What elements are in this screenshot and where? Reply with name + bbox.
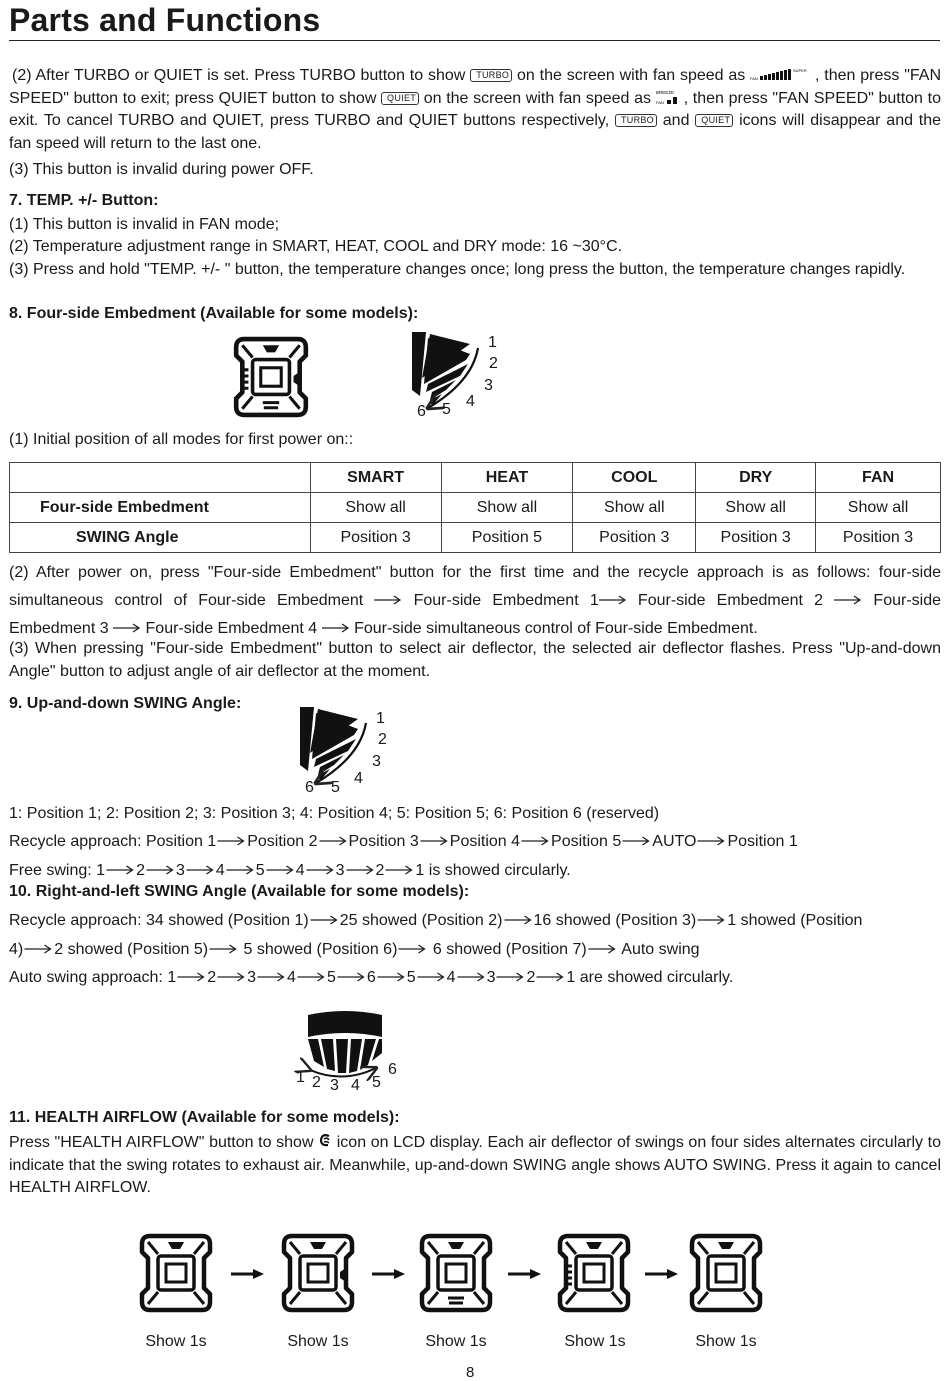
title-divider bbox=[9, 40, 940, 41]
sequence-step: 1 bbox=[167, 969, 177, 986]
table-cell: Show all bbox=[816, 493, 941, 523]
fan-num-6: 6 bbox=[417, 403, 426, 420]
updown-num-2: 2 bbox=[378, 731, 387, 748]
four-side-select-paragraph: (3) When pressing "Four-side Embedment" button to select air deflector, the selected air deflector flashes. Press "Up-and-down Angle" button to adjust angle of air deflector at the moment. bbox=[9, 640, 941, 680]
table-cell: Show all bbox=[310, 493, 441, 523]
fan-num-2: 2 bbox=[489, 355, 498, 372]
updown-free-line bbox=[9, 860, 571, 882]
rl-num-6: 6 bbox=[388, 1061, 397, 1078]
arrow-icon bbox=[176, 972, 207, 982]
recycle-text-c: Four-side Embedment 2 bbox=[637, 592, 824, 609]
sequence-step: 2 showed (Position 5) bbox=[54, 941, 209, 958]
arrow-icon bbox=[503, 915, 534, 925]
table-header-cell: FAN bbox=[816, 463, 941, 493]
fan-num-1: 1 bbox=[488, 334, 497, 351]
table-cell: Show all bbox=[441, 493, 573, 523]
arrow-icon bbox=[345, 865, 376, 875]
arrow-icon bbox=[216, 972, 247, 982]
arrow-icon bbox=[216, 836, 247, 846]
arrow-icon bbox=[621, 836, 652, 846]
temp-line-3: (3) Press and hold "TEMP. +/- " button, the temperature changes once; long press the button, the temperature changes rapidly. bbox=[9, 261, 906, 278]
fan-num-3: 3 bbox=[484, 377, 493, 394]
health-step-5-icon bbox=[686, 1232, 766, 1314]
sequence-step: 3 bbox=[175, 862, 185, 879]
updown-recycle-label: Recycle approach: bbox=[9, 833, 142, 850]
sequence-step: Position 1 bbox=[145, 833, 217, 850]
sequence-step: Position 5 bbox=[551, 833, 622, 850]
arrow-icon bbox=[145, 865, 176, 875]
arrow-icon bbox=[309, 915, 340, 925]
health-caption-2: Show 1s bbox=[287, 1333, 349, 1350]
sequence-step: AUTO bbox=[652, 833, 697, 850]
breeze-label: BREEZE bbox=[655, 89, 674, 95]
sequence-step: 1 bbox=[415, 862, 425, 879]
four-side-heading: 8. Four-side Embedment (Available for some models): bbox=[9, 305, 419, 322]
updown-num-5: 5 bbox=[331, 779, 340, 796]
sequence-step: 16 showed (Position 3) bbox=[533, 912, 697, 929]
health-caption-3: Show 1s bbox=[425, 1333, 487, 1350]
initial-position-title: (1) Initial position of all modes for first power on:: bbox=[9, 431, 354, 448]
updown-recycle-line bbox=[9, 831, 798, 853]
four-side-recycle-paragraph bbox=[9, 559, 941, 643]
arrow-icon bbox=[696, 915, 727, 925]
arrow-icon bbox=[336, 972, 367, 982]
page-title: Parts and Functions bbox=[9, 2, 321, 38]
recycle-text-d: Four-side Embedment 3 bbox=[9, 592, 941, 637]
arrow-icon bbox=[587, 944, 618, 954]
fan-speed-super-icon bbox=[750, 67, 810, 81]
arrow-icon bbox=[599, 595, 627, 605]
health-step-4-icon bbox=[554, 1232, 634, 1314]
updown-num-1: 1 bbox=[376, 710, 385, 727]
temp-line-1: (1) This button is invalid in FAN mode; bbox=[9, 216, 280, 233]
sequence-step: 5 bbox=[326, 969, 336, 986]
arrow-icon bbox=[495, 972, 526, 982]
arrow-icon bbox=[397, 944, 428, 954]
sequence-step: 3 bbox=[335, 862, 345, 879]
arrow-icon bbox=[256, 972, 287, 982]
arrow-icon bbox=[185, 865, 216, 875]
health-step-1-icon bbox=[136, 1232, 216, 1314]
table-cell: Position 5 bbox=[441, 523, 573, 553]
turbo-text-4: on the screen with fan speed as bbox=[423, 89, 652, 107]
sequence-step: Position 1 bbox=[727, 833, 798, 850]
sequence-tail: are showed circularly. bbox=[579, 969, 734, 986]
health-step-2-icon bbox=[278, 1232, 358, 1314]
turbo-text-6: and bbox=[662, 112, 690, 129]
turbo-text-5: , then press "FAN SPEED" button to exit. To cancel TURBO and QUIET, press TURBO and QUIET buttons respectively, bbox=[9, 89, 941, 129]
arrow-icon bbox=[384, 865, 415, 875]
fan-label-2: FAN bbox=[655, 99, 664, 105]
arrow-icon bbox=[535, 972, 566, 982]
table-header-cell: COOL bbox=[573, 463, 696, 493]
fan-num-5: 5 bbox=[442, 401, 451, 418]
arrow-icon bbox=[374, 595, 402, 605]
page-number: 8 bbox=[466, 1364, 475, 1381]
arrow-icon bbox=[265, 865, 296, 875]
table-row bbox=[10, 493, 941, 523]
quiet-tag-icon-2: QUIET bbox=[695, 114, 733, 127]
rl-num-5: 5 bbox=[372, 1074, 381, 1091]
arrow-icon bbox=[305, 865, 336, 875]
rightleft-recycle-line-2 bbox=[9, 939, 700, 961]
arrow-icon bbox=[231, 1268, 265, 1280]
sequence-step: 5 bbox=[406, 969, 416, 986]
turbo-quiet-paragraph bbox=[9, 65, 941, 155]
fan-num-4: 4 bbox=[466, 393, 475, 410]
table-cell: Show all bbox=[696, 493, 816, 523]
sequence-step: 25 showed (Position 2) bbox=[339, 912, 503, 929]
arrow-icon bbox=[834, 595, 862, 605]
arrow-icon bbox=[208, 944, 239, 954]
updown-free-label: Free swing: bbox=[9, 862, 92, 879]
updown-num-4: 4 bbox=[354, 770, 363, 787]
sequence-step: 1 bbox=[566, 969, 576, 986]
quiet-tag-icon: QUIET bbox=[381, 92, 419, 105]
arrow-icon bbox=[419, 836, 450, 846]
sequence-step: 2 bbox=[526, 969, 536, 986]
table-row bbox=[10, 523, 941, 553]
sequence-step: 2 bbox=[207, 969, 217, 986]
arrow-icon bbox=[372, 1268, 406, 1280]
sequence-step: Position 3 bbox=[348, 833, 419, 850]
recycle-text-b: Four-side Embedment 1 bbox=[413, 592, 599, 609]
health-text-a: Press "HEALTH AIRFLOW" button to show bbox=[9, 1134, 314, 1151]
sequence-step: 3 bbox=[486, 969, 496, 986]
table-cell: Position 3 bbox=[816, 523, 941, 553]
sequence-step: 5 showed (Position 6) bbox=[243, 941, 398, 958]
temp-heading: 7. TEMP. +/- Button: bbox=[9, 192, 159, 209]
sequence-tail: is showed circularly. bbox=[428, 862, 571, 879]
arrow-icon bbox=[105, 865, 136, 875]
sequence-step: 4 bbox=[446, 969, 456, 986]
table-row-header: Four-side Embedment bbox=[10, 493, 311, 523]
recycle-text-e: Four-side Embedment 4 bbox=[145, 620, 318, 637]
sequence-step: 4) bbox=[9, 941, 24, 958]
arrow-icon bbox=[456, 972, 487, 982]
turbo-text-1: (2) After TURBO or QUIET is set. Press TURBO button to show bbox=[12, 67, 466, 84]
table-cell: Position 3 bbox=[696, 523, 816, 553]
rightleft-auto-line bbox=[9, 967, 733, 989]
updown-num-3: 3 bbox=[372, 753, 381, 770]
table-header-cell: SMART bbox=[310, 463, 441, 493]
updown-num-6: 6 bbox=[305, 779, 314, 796]
sequence-step: 1 bbox=[96, 862, 106, 879]
initial-position-table bbox=[9, 462, 941, 553]
arrow-icon bbox=[416, 972, 447, 982]
rl-num-3: 3 bbox=[330, 1077, 339, 1094]
table-header-row bbox=[10, 463, 941, 493]
arrow-icon bbox=[113, 623, 141, 633]
table-cell: Position 3 bbox=[573, 523, 696, 553]
sequence-step: 34 showed (Position 1) bbox=[145, 912, 309, 929]
rightleft-auto-label: Auto swing approach: bbox=[9, 969, 163, 986]
table-cell: Show all bbox=[573, 493, 696, 523]
rightleft-heading: 10. Right-and-left SWING Angle (Available for some models): bbox=[9, 883, 470, 900]
sequence-step: 2 bbox=[136, 862, 145, 879]
health-paragraph bbox=[9, 1132, 941, 1200]
health-text-b: icon on LCD display. Each air deflector of swings on four sides alternates circularly to indicate that the swing rotates to exhaust air. Meanwhile, up-and-down SWING angle shows AUTO SWING. Press it again to cancel HEALTH AIRFLOW. bbox=[9, 1134, 941, 1196]
arrow-icon bbox=[318, 836, 349, 846]
fan-label: FAN bbox=[750, 76, 758, 81]
recycle-text-f: Four-side simultaneous control of Four-side Embedment. bbox=[354, 620, 758, 637]
table-row-header: SWING Angle bbox=[10, 523, 311, 553]
rightleft-recycle-label: Recycle approach: bbox=[9, 912, 142, 929]
recycle-text-a: (2) After power on, press "Four-side Embedment" button for the first time and the recycle approach is as follows: four-side simultaneous control of Four-side Embedment bbox=[9, 564, 941, 609]
health-caption-4: Show 1s bbox=[564, 1333, 626, 1350]
arrow-icon bbox=[296, 972, 327, 982]
turbo-tag-icon-2: TURBO bbox=[615, 114, 657, 127]
four-side-embedment-icon bbox=[230, 335, 312, 419]
health-caption-5: Show 1s bbox=[695, 1333, 757, 1350]
turbo-line-3: (3) This button is invalid during power OFF. bbox=[9, 161, 314, 178]
sequence-step: Position 2 bbox=[247, 833, 318, 850]
turbo-text-2: on the screen with fan speed as bbox=[517, 67, 746, 84]
health-heading: 11. HEALTH AIRFLOW (Available for some models): bbox=[9, 1109, 400, 1126]
arrow-icon bbox=[225, 865, 256, 875]
rightleft-recycle-line-1 bbox=[9, 910, 862, 932]
table-cell: Position 3 bbox=[310, 523, 441, 553]
sequence-step: 2 bbox=[375, 862, 385, 879]
arrow-icon bbox=[696, 836, 727, 846]
arrow-icon bbox=[520, 836, 551, 846]
sequence-step: 5 bbox=[255, 862, 265, 879]
sequence-step: 4 bbox=[295, 862, 305, 879]
sequence-step: 3 bbox=[247, 969, 257, 986]
arrow-icon bbox=[322, 623, 350, 633]
rl-num-1: 1 bbox=[296, 1069, 305, 1086]
updown-positions-line: 1: Position 1; 2: Position 2; 3: Position 3; 4: Position 4; 5: Position 5; 6: Position 6 (reserved) bbox=[9, 805, 660, 822]
sequence-step: 4 bbox=[287, 969, 296, 986]
sequence-step: 6 showed (Position 7) bbox=[432, 941, 587, 958]
sequence-step: Position 4 bbox=[449, 833, 521, 850]
sequence-step: 6 bbox=[366, 969, 376, 986]
super-label: SUPER bbox=[793, 68, 807, 73]
health-step-3-icon bbox=[416, 1232, 496, 1314]
health-airflow-icon bbox=[318, 1133, 332, 1149]
table-header-cell: HEAT bbox=[441, 463, 573, 493]
temp-line-2: (2) Temperature adjustment range in SMART, HEAT, COOL and DRY mode: 16 ~30°C. bbox=[9, 238, 623, 255]
sequence-step: 4 bbox=[215, 862, 225, 879]
fan-speed-breeze-icon bbox=[656, 89, 684, 105]
turbo-text-3: , then press "FAN SPEED" button to exit; press QUIET button to show bbox=[9, 67, 942, 107]
sequence-step: Auto swing bbox=[621, 941, 700, 958]
arrow-icon bbox=[376, 972, 407, 982]
turbo-tag-icon: TURBO bbox=[470, 69, 512, 82]
rl-num-4: 4 bbox=[351, 1077, 360, 1094]
sequence-step: 1 showed (Position bbox=[727, 912, 863, 929]
arrow-icon bbox=[508, 1268, 542, 1280]
table-header-cell bbox=[10, 463, 311, 493]
rl-num-2: 2 bbox=[312, 1074, 321, 1091]
table-header-cell: DRY bbox=[696, 463, 816, 493]
arrow-icon bbox=[23, 944, 54, 954]
turbo-text-7: icons will disappear and the fan speed will return to the last one. bbox=[9, 112, 942, 152]
arrow-icon bbox=[645, 1268, 679, 1280]
updown-heading: 9. Up-and-down SWING Angle: bbox=[9, 695, 242, 712]
health-caption-1: Show 1s bbox=[145, 1333, 207, 1350]
